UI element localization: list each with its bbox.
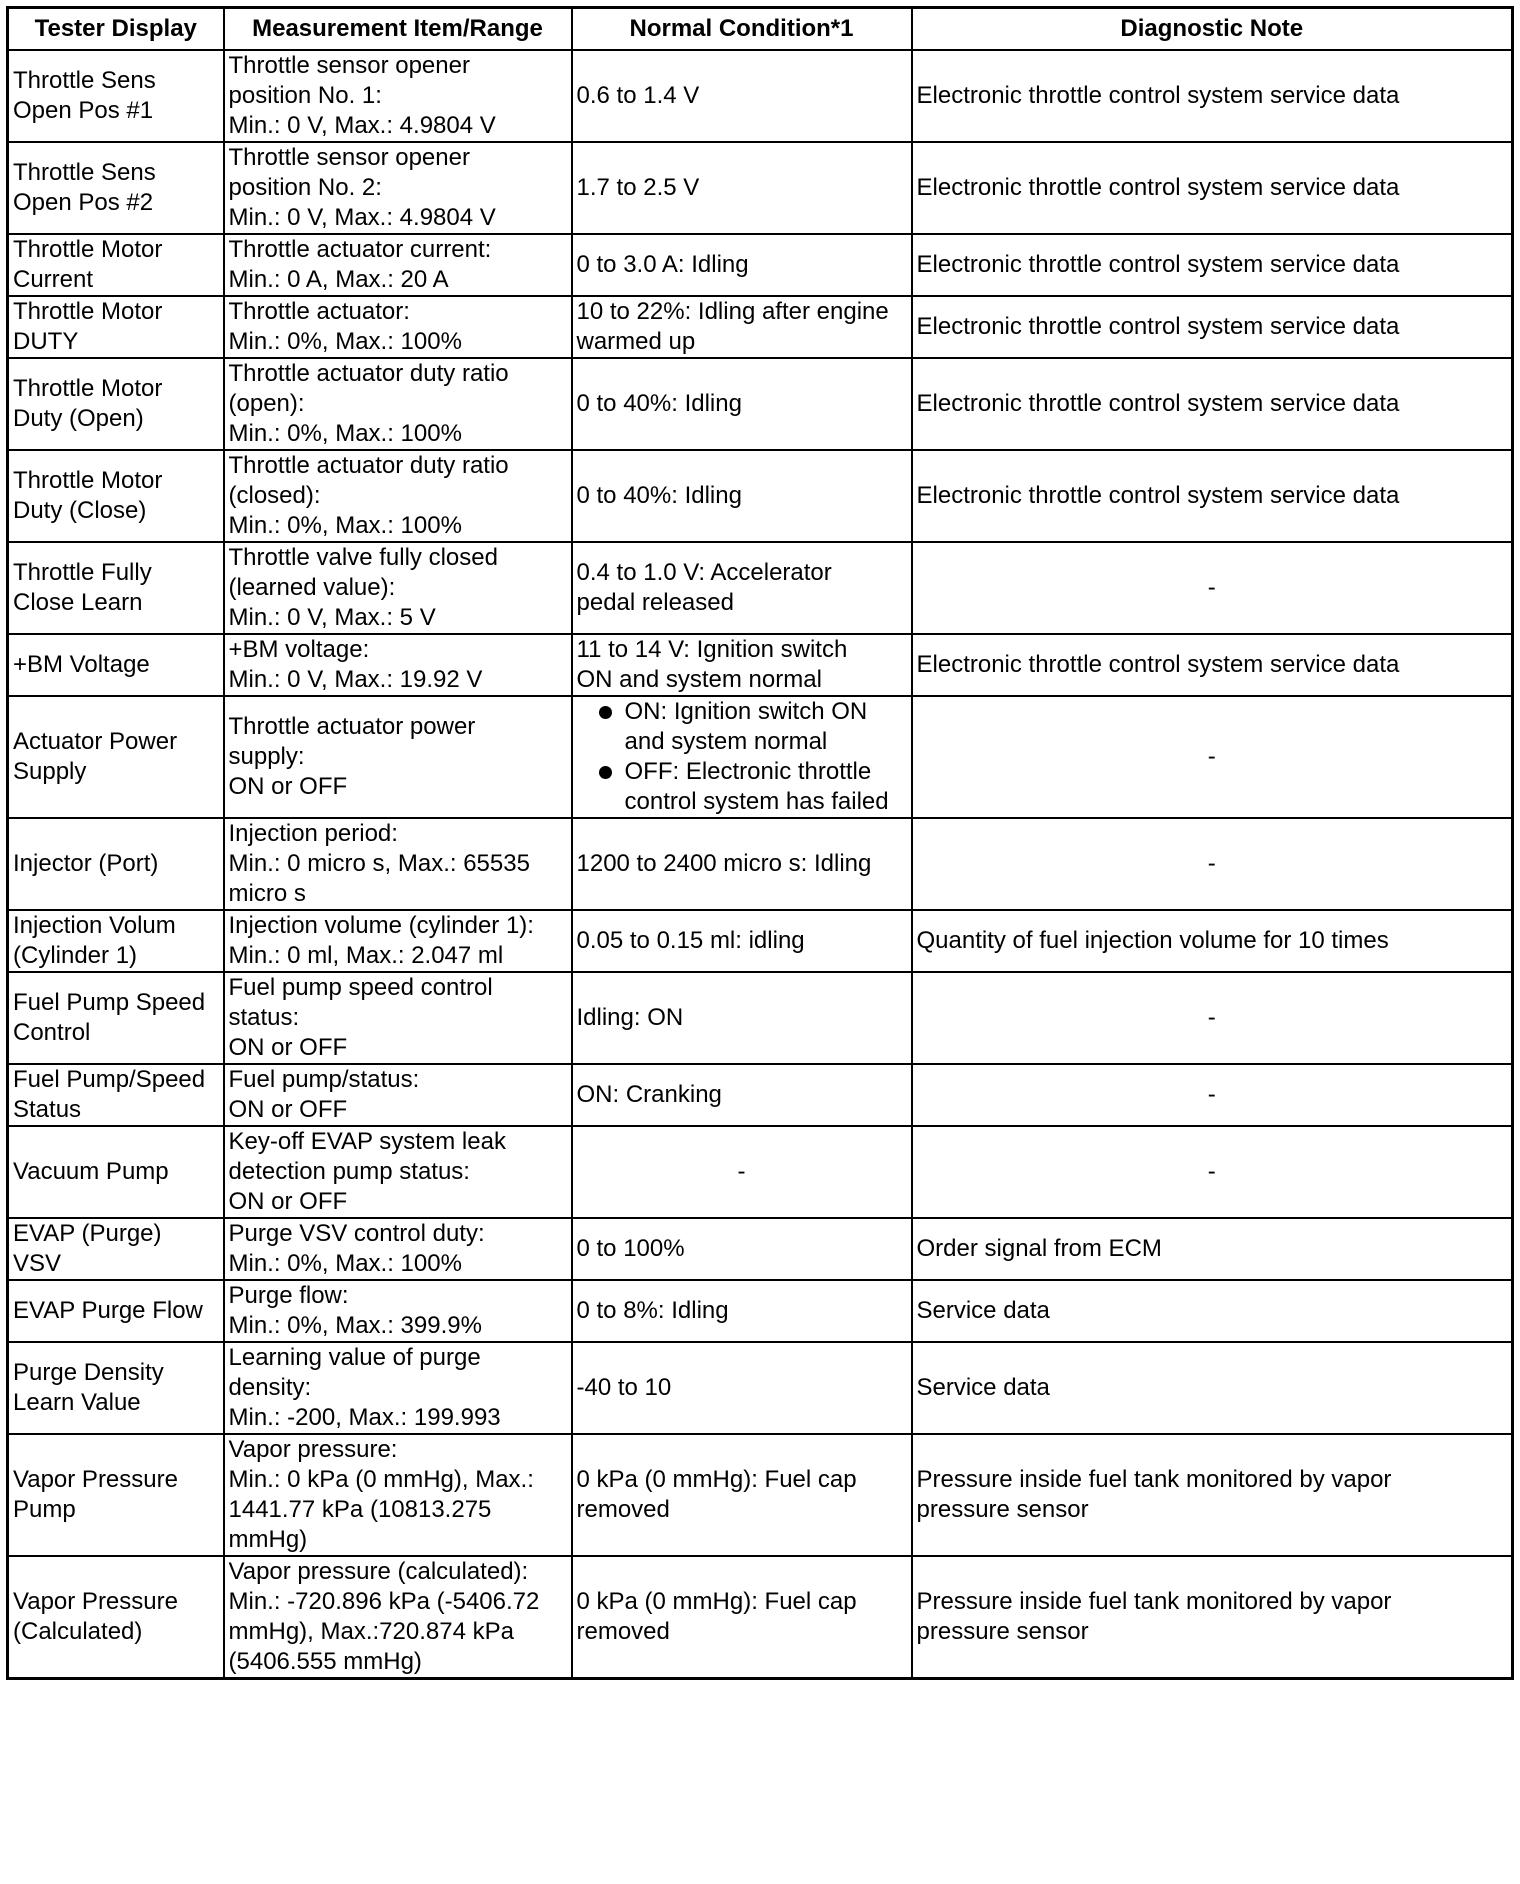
tester-display-cell-line: Supply [13, 758, 87, 785]
measurement-item-cell-line: Fuel pump speed control [228, 974, 493, 1001]
measurement-item-cell-line: Min.: 0 V, Max.: 19.92 V [228, 666, 483, 693]
table-body [8, 50, 1513, 1679]
table-header [8, 8, 1513, 51]
normal-condition-cell-line: ON and system normal [576, 666, 822, 693]
diagnostic-note-cell [912, 634, 1513, 696]
tester-display-cell-line: Actuator Power [13, 728, 178, 755]
normal-condition-cell [572, 1342, 912, 1434]
measurement-item-cell-line: Injection volume (cylinder 1): [228, 912, 534, 939]
normal-condition-cell-line: 0 to 40%: Idling [576, 482, 742, 509]
measurement-item-cell-line: supply: [228, 743, 305, 770]
tester-display-cell-line: Fuel Pump/Speed [13, 1066, 206, 1093]
diagnostic-note-cell [912, 1218, 1513, 1280]
table-row [8, 358, 1513, 450]
tester-display-cell-line: Throttle Fully [13, 559, 152, 586]
normal-condition-cell-line: removed [576, 1496, 670, 1523]
normal-condition-cell [572, 234, 912, 296]
measurement-item-cell-line: Vapor pressure (calculated): [228, 1558, 529, 1585]
table-row [8, 234, 1513, 296]
measurement-item-cell-line: Min.: -200, Max.: 199.993 [228, 1404, 501, 1431]
diagnostic-note-cell-line: Quantity of fuel injection volume for 10 times [916, 927, 1389, 954]
normal-condition-cell-line: 0 to 8%: Idling [576, 1297, 729, 1324]
header-row [8, 8, 1513, 51]
normal-condition-cell-line: 11 to 14 V: Ignition switch [576, 636, 848, 663]
normal-condition-cell-line: 0.6 to 1.4 V [576, 82, 700, 109]
tester-display-cell [8, 234, 224, 296]
table-row [8, 696, 1513, 818]
measurement-item-cell-line: status: [228, 1004, 300, 1031]
tester-display-cell [8, 1280, 224, 1342]
tester-display-cell [8, 910, 224, 972]
normal-condition-cell-line: 1.7 to 2.5 V [576, 174, 700, 201]
diagnostic-note-cell-line: Service data [916, 1374, 1050, 1401]
header-tester-display: Tester Display [8, 8, 224, 51]
table-row [8, 1556, 1513, 1679]
bullet-item [577, 697, 907, 757]
measurement-item-cell-line: (open): [228, 390, 305, 417]
measurement-item-cell-line: Min.: 0%, Max.: 100% [228, 420, 462, 447]
table-row [8, 1126, 1513, 1218]
tester-display-cell-line: Throttle Motor [13, 298, 163, 325]
diagnostic-note-cell-line: Pressure inside fuel tank monitored by vapor [916, 1466, 1392, 1493]
normal-condition-cell [572, 142, 912, 234]
bullet-line: OFF: Electronic throttle [624, 758, 872, 785]
diagnostic-note-cell [912, 1342, 1513, 1434]
table-row [8, 1064, 1513, 1126]
tester-display-cell-line: Vapor Pressure [13, 1466, 178, 1493]
tester-display-cell-line: EVAP Purge Flow [13, 1297, 203, 1324]
normal-condition-cell [572, 1434, 912, 1556]
measurement-item-cell-line: Injection period: [228, 820, 398, 847]
diagnostic-note-cell [912, 696, 1513, 818]
measurement-item-cell-line: Purge flow: [228, 1282, 349, 1309]
measurement-item-cell-line: Throttle actuator current: [228, 236, 492, 263]
diagnostic-note-cell-line: Electronic throttle control system service data [916, 390, 1400, 417]
tester-display-cell [8, 1218, 224, 1280]
normal-condition-cell-line: removed [576, 1618, 670, 1645]
measurement-item-cell-line: (5406.555 mmHg) [228, 1648, 422, 1675]
diagnostic-note-cell-line: - [1207, 850, 1216, 877]
measurement-item-cell [224, 142, 572, 234]
normal-condition-cell-line: ON: Cranking [576, 1081, 722, 1108]
tester-display-cell-line: Purge Density [13, 1359, 164, 1386]
bullet-line: control system has failed [624, 788, 889, 815]
diagnostic-note-cell [912, 972, 1513, 1064]
measurement-item-cell-line: density: [228, 1374, 312, 1401]
measurement-item-cell [224, 634, 572, 696]
measurement-item-cell [224, 1434, 572, 1556]
tester-display-cell-line: Vacuum Pump [13, 1158, 169, 1185]
table-row [8, 450, 1513, 542]
diagnostic-note-cell [912, 450, 1513, 542]
diagnostic-note-cell [912, 910, 1513, 972]
measurement-item-cell [224, 234, 572, 296]
tester-display-cell-line: Throttle Motor [13, 467, 163, 494]
measurement-item-cell-line: Min.: 0%, Max.: 100% [228, 1250, 462, 1277]
tester-display-cell [8, 296, 224, 358]
tester-display-cell [8, 1126, 224, 1218]
measurement-item-cell-line: Throttle sensor opener [228, 144, 470, 171]
measurement-item-cell-line: (closed): [228, 482, 321, 509]
measurement-item-cell-line: Min.: 0 ml, Max.: 2.047 ml [228, 942, 504, 969]
bullet-line: ON: Ignition switch ON [624, 698, 868, 725]
tester-display-cell [8, 1342, 224, 1434]
normal-condition-cell [572, 1556, 912, 1679]
table-row [8, 910, 1513, 972]
tester-display-cell-line: +BM Voltage [13, 651, 150, 678]
table-row [8, 1218, 1513, 1280]
measurement-item-cell-line: ON or OFF [228, 1188, 348, 1215]
tester-display-cell [8, 972, 224, 1064]
diagnostic-note-cell-line: pressure sensor [916, 1618, 1089, 1645]
tester-display-cell-line: VSV [13, 1250, 62, 1277]
measurement-item-cell-line: micro s [228, 880, 306, 907]
measurement-item-cell [224, 696, 572, 818]
measurement-item-cell [224, 1064, 572, 1126]
measurement-item-cell [224, 1280, 572, 1342]
normal-condition-cell [572, 296, 912, 358]
diagnostic-note-cell [912, 1064, 1513, 1126]
diagnostic-note-cell [912, 142, 1513, 234]
table-row [8, 818, 1513, 910]
normal-condition-cell [572, 450, 912, 542]
tester-display-cell-line: Open Pos #1 [13, 97, 154, 124]
tester-display-cell-line: Duty (Close) [13, 497, 147, 524]
measurement-item-cell [224, 450, 572, 542]
normal-condition-cell [572, 1280, 912, 1342]
measurement-item-cell [224, 910, 572, 972]
tester-display-cell-line: (Calculated) [13, 1618, 143, 1645]
measurement-item-cell [224, 50, 572, 142]
measurement-item-cell-line: Vapor pressure: [228, 1436, 398, 1463]
measurement-item-cell-line: Min.: 0 V, Max.: 5 V [228, 604, 436, 631]
table-row [8, 542, 1513, 634]
tester-display-cell [8, 696, 224, 818]
measurement-item-cell-line: mmHg) [228, 1526, 308, 1553]
measurement-item-cell-line: Throttle actuator duty ratio [228, 360, 509, 387]
tester-display-cell [8, 142, 224, 234]
normal-condition-cell [572, 972, 912, 1064]
measurement-item-cell-line: +BM voltage: [228, 636, 370, 663]
tester-display-cell-line: Status [13, 1096, 82, 1123]
diagnostic-note-cell [912, 296, 1513, 358]
normal-condition-cell [572, 358, 912, 450]
tester-display-cell [8, 542, 224, 634]
diagnostic-note-cell-line: - [1207, 1004, 1216, 1031]
normal-condition-cell-line: 0 to 40%: Idling [576, 390, 742, 417]
tester-display-cell-line: (Cylinder 1) [13, 942, 138, 969]
diagnostic-note-cell [912, 50, 1513, 142]
measurement-item-cell-line: position No. 2: [228, 174, 382, 201]
measurement-item-cell-line: Throttle actuator: [228, 298, 410, 325]
normal-condition-cell-line: 10 to 22%: Idling after engine [576, 298, 889, 325]
header-measurement-item: Measurement Item/Range [224, 8, 572, 51]
normal-condition-cell [572, 634, 912, 696]
normal-condition-cell-line: 0.4 to 1.0 V: Accelerator [576, 559, 832, 586]
measurement-item-cell-line: position No. 1: [228, 82, 382, 109]
measurement-item-cell-line: Min.: 0%, Max.: 100% [228, 512, 462, 539]
measurement-item-cell-line: Throttle actuator power [228, 713, 476, 740]
data-list-table [6, 6, 1514, 1680]
measurement-item-cell [224, 542, 572, 634]
diagnostic-note-cell-line: - [1207, 1158, 1216, 1185]
tester-display-cell-line: Vapor Pressure [13, 1588, 178, 1615]
tester-display-cell-line: Throttle Motor [13, 236, 163, 263]
measurement-item-cell [224, 1126, 572, 1218]
measurement-item-cell [224, 972, 572, 1064]
table-row [8, 972, 1513, 1064]
normal-condition-cell [572, 50, 912, 142]
measurement-item-cell [224, 358, 572, 450]
diagnostic-note-cell-line: - [1207, 1081, 1216, 1108]
tester-display-cell-line: Control [13, 1019, 91, 1046]
normal-condition-cell-line: warmed up [576, 328, 696, 355]
measurement-item-cell-line: (learned value): [228, 574, 396, 601]
tester-display-cell [8, 50, 224, 142]
normal-condition-cell [572, 696, 912, 818]
diagnostic-note-cell-line: - [1207, 743, 1216, 770]
tester-display-cell [8, 358, 224, 450]
normal-condition-cell-line: -40 to 10 [576, 1374, 672, 1401]
diagnostic-note-cell-line: Electronic throttle control system service data [916, 482, 1400, 509]
tester-display-cell-line: Fuel Pump Speed [13, 989, 206, 1016]
measurement-item-cell-line: ON or OFF [228, 773, 348, 800]
normal-condition-bullet-list [577, 697, 907, 817]
diagnostic-note-cell-line: Electronic throttle control system service data [916, 313, 1400, 340]
measurement-item-cell-line: Min.: 0 kPa (0 mmHg), Max.: [228, 1466, 534, 1493]
header-diagnostic-note: Diagnostic Note [912, 8, 1513, 51]
diagnostic-note-cell-line: pressure sensor [916, 1496, 1089, 1523]
measurement-item-cell-line: Min.: 0 micro s, Max.: 65535 [228, 850, 530, 877]
measurement-item-cell-line: Min.: 0%, Max.: 399.9% [228, 1312, 482, 1339]
diagnostic-note-cell [912, 542, 1513, 634]
normal-condition-cell-line: 1200 to 2400 micro s: Idling [576, 850, 872, 877]
bullet-line: and system normal [624, 728, 828, 755]
normal-condition-cell-line: Idling: ON [576, 1004, 684, 1031]
diagnostic-note-cell [912, 234, 1513, 296]
diagnostic-note-cell [912, 1126, 1513, 1218]
measurement-item-cell [224, 1556, 572, 1679]
normal-condition-cell-line: pedal released [576, 589, 734, 616]
measurement-item-cell-line: Purge VSV control duty: [228, 1220, 485, 1247]
diagnostic-note-cell [912, 1556, 1513, 1679]
normal-condition-cell [572, 818, 912, 910]
diagnostic-note-cell-line: Electronic throttle control system service data [916, 82, 1400, 109]
normal-condition-cell [572, 1218, 912, 1280]
measurement-item-cell-line: detection pump status: [228, 1158, 470, 1185]
normal-condition-cell-line: 0 kPa (0 mmHg): Fuel cap [576, 1466, 857, 1493]
measurement-item-cell-line: Learning value of purge [228, 1344, 481, 1371]
normal-condition-cell-line: 0 to 100% [576, 1235, 685, 1262]
tester-display-cell [8, 1434, 224, 1556]
table-row [8, 50, 1513, 142]
tester-display-cell [8, 1556, 224, 1679]
tester-display-cell-line: Close Learn [13, 589, 143, 616]
tester-display-cell [8, 818, 224, 910]
diagnostic-note-cell-line: Order signal from ECM [916, 1235, 1162, 1262]
measurement-item-cell-line: Min.: 0 A, Max.: 20 A [228, 266, 449, 293]
normal-condition-cell-line: 0 kPa (0 mmHg): Fuel cap [576, 1588, 857, 1615]
normal-condition-cell-line: 0 to 3.0 A: Idling [576, 251, 749, 278]
measurement-item-cell-line: ON or OFF [228, 1096, 348, 1123]
normal-condition-cell-line: 0.05 to 0.15 ml: idling [576, 927, 805, 954]
measurement-item-cell-line: Throttle actuator duty ratio [228, 452, 509, 479]
tester-display-cell-line: Pump [13, 1496, 76, 1523]
tester-display-cell-line: EVAP (Purge) [13, 1220, 162, 1247]
measurement-item-cell [224, 1342, 572, 1434]
tester-display-cell-line: Injection Volum [13, 912, 176, 939]
measurement-item-cell-line: Throttle valve fully closed [228, 544, 498, 571]
tester-display-cell [8, 450, 224, 542]
measurement-item-cell-line: ON or OFF [228, 1034, 348, 1061]
table-row [8, 1280, 1513, 1342]
normal-condition-cell-line: - [737, 1158, 746, 1185]
table-row [8, 1434, 1513, 1556]
measurement-item-cell-line: Fuel pump/status: [228, 1066, 420, 1093]
measurement-item-cell-line: Min.: -720.896 kPa (-5406.72 [228, 1588, 540, 1615]
tester-display-cell [8, 634, 224, 696]
data-list-table-container [6, 6, 1514, 1680]
tester-display-cell-line: Throttle Sens [13, 159, 156, 186]
tester-display-cell-line: Duty (Open) [13, 405, 144, 432]
table-row [8, 142, 1513, 234]
diagnostic-note-cell-line: Electronic throttle control system service data [916, 651, 1400, 678]
measurement-item-cell [224, 1218, 572, 1280]
measurement-item-cell [224, 296, 572, 358]
tester-display-cell-line: Throttle Motor [13, 375, 163, 402]
tester-display-cell-line: Current [13, 266, 94, 293]
normal-condition-cell [572, 542, 912, 634]
measurement-item-cell-line: 1441.77 kPa (10813.275 [228, 1496, 492, 1523]
measurement-item-cell [224, 818, 572, 910]
measurement-item-cell-line: Key-off EVAP system leak [228, 1128, 506, 1155]
normal-condition-cell [572, 910, 912, 972]
bullet-item [577, 757, 907, 817]
tester-display-cell-line: DUTY [13, 328, 79, 355]
measurement-item-cell-line: Min.: 0 V, Max.: 4.9804 V [228, 204, 496, 231]
tester-display-cell-line: Open Pos #2 [13, 189, 154, 216]
normal-condition-cell [572, 1064, 912, 1126]
diagnostic-note-cell [912, 358, 1513, 450]
diagnostic-note-cell [912, 818, 1513, 910]
tester-display-cell-line: Throttle Sens [13, 67, 156, 94]
diagnostic-note-cell-line: - [1207, 574, 1216, 601]
diagnostic-note-cell [912, 1280, 1513, 1342]
diagnostic-note-cell-line: Service data [916, 1297, 1050, 1324]
diagnostic-note-cell [912, 1434, 1513, 1556]
header-normal-condition: Normal Condition*1 [572, 8, 912, 51]
tester-display-cell-line: Learn Value [13, 1389, 141, 1416]
tester-display-cell [8, 1064, 224, 1126]
table-row [8, 1342, 1513, 1434]
tester-display-cell-line: Injector (Port) [13, 850, 159, 877]
measurement-item-cell-line: mmHg), Max.:720.874 kPa [228, 1618, 514, 1645]
table-row [8, 634, 1513, 696]
table-row [8, 296, 1513, 358]
diagnostic-note-cell-line: Electronic throttle control system service data [916, 174, 1400, 201]
diagnostic-note-cell-line: Pressure inside fuel tank monitored by vapor [916, 1588, 1392, 1615]
measurement-item-cell-line: Min.: 0%, Max.: 100% [228, 328, 462, 355]
measurement-item-cell-line: Min.: 0 V, Max.: 4.9804 V [228, 112, 496, 139]
diagnostic-note-cell-line: Electronic throttle control system service data [916, 251, 1400, 278]
measurement-item-cell-line: Throttle sensor opener [228, 52, 470, 79]
normal-condition-cell [572, 1126, 912, 1218]
